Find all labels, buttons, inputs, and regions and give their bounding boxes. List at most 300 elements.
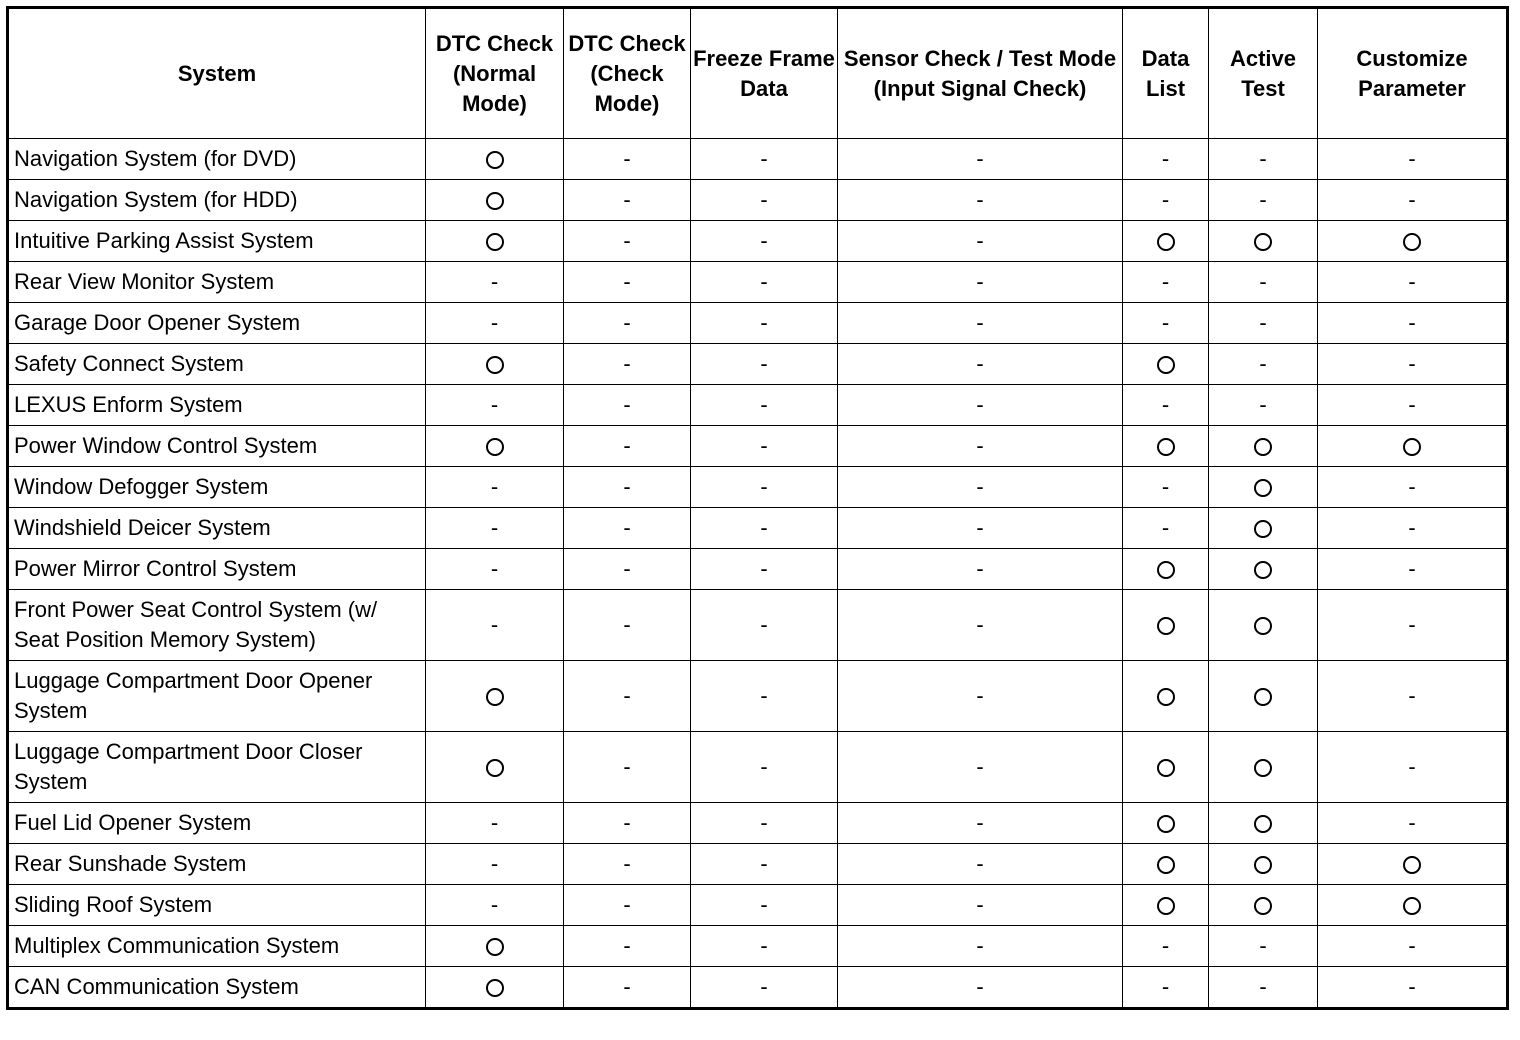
function-cell — [564, 139, 691, 180]
not-supported-dash: - — [490, 474, 499, 499]
function-cell — [691, 385, 838, 426]
function-cell — [1318, 732, 1508, 803]
not-supported-dash: - — [1161, 269, 1170, 294]
function-cell — [1123, 180, 1209, 221]
function-cell — [426, 303, 564, 344]
not-supported-dash: - — [623, 187, 631, 212]
not-supported-dash: - — [1408, 269, 1416, 294]
not-supported-dash: - — [623, 974, 631, 999]
header-data-list: Data List — [1123, 8, 1209, 139]
function-cell — [1123, 590, 1209, 661]
function-cell — [1123, 262, 1209, 303]
supported-circle-icon — [1157, 815, 1175, 833]
function-cell — [1209, 344, 1318, 385]
function-cell — [1123, 221, 1209, 262]
not-supported-dash: - — [976, 392, 984, 417]
system-name-cell: Garage Door Opener System — [8, 303, 426, 344]
function-cell — [838, 385, 1123, 426]
not-supported-dash: - — [623, 933, 631, 958]
table-row — [8, 180, 1508, 221]
table-row — [8, 262, 1508, 303]
function-cell — [1209, 844, 1318, 885]
system-name-cell: Power Window Control System — [8, 426, 426, 467]
not-supported-dash: - — [760, 474, 768, 499]
not-supported-dash: - — [760, 556, 768, 581]
supported-circle-icon — [486, 438, 504, 456]
function-cell — [426, 508, 564, 549]
not-supported-dash: - — [1161, 515, 1170, 540]
not-supported-dash: - — [976, 974, 984, 999]
function-cell — [1209, 661, 1318, 732]
system-name-cell: Navigation System (for HDD) — [8, 180, 426, 221]
not-supported-dash: - — [760, 851, 768, 876]
system-name-cell: Windshield Deicer System — [8, 508, 426, 549]
not-supported-dash: - — [976, 146, 984, 171]
not-supported-dash: - — [1259, 933, 1267, 958]
header-dtc-check-check-mode: DTC Check (Check Mode) — [564, 8, 691, 139]
not-supported-dash: - — [760, 754, 768, 779]
not-supported-dash: - — [1408, 515, 1416, 540]
not-supported-dash: - — [976, 228, 984, 253]
function-cell — [564, 661, 691, 732]
function-cell — [838, 926, 1123, 967]
not-supported-dash: - — [1408, 810, 1416, 835]
function-cell — [1209, 467, 1318, 508]
function-cell — [564, 549, 691, 590]
system-name-cell: Intuitive Parking Assist System — [8, 221, 426, 262]
function-cell — [1209, 262, 1318, 303]
header-row — [8, 8, 1508, 139]
table-row — [8, 508, 1508, 549]
not-supported-dash: - — [623, 433, 631, 458]
function-cell — [564, 467, 691, 508]
function-cell — [426, 344, 564, 385]
function-cell — [691, 661, 838, 732]
function-cell — [1123, 844, 1209, 885]
function-cell — [1123, 549, 1209, 590]
not-supported-dash: - — [490, 392, 499, 417]
function-cell — [1318, 590, 1508, 661]
not-supported-dash: - — [1161, 474, 1170, 499]
not-supported-dash: - — [1259, 146, 1267, 171]
not-supported-dash: - — [760, 351, 768, 376]
system-name-cell: Luggage Compartment Door Opener System — [8, 661, 426, 732]
not-supported-dash: - — [1408, 612, 1416, 637]
function-cell — [564, 967, 691, 1009]
function-cell — [1209, 732, 1318, 803]
table-row — [8, 844, 1508, 885]
function-cell — [564, 221, 691, 262]
function-cell — [1318, 426, 1508, 467]
not-supported-dash: - — [976, 269, 984, 294]
not-supported-dash: - — [623, 146, 631, 171]
function-cell — [564, 732, 691, 803]
supported-circle-icon — [1254, 617, 1272, 635]
not-supported-dash: - — [1259, 187, 1267, 212]
not-supported-dash: - — [1259, 392, 1267, 417]
function-cell — [426, 549, 564, 590]
function-cell — [691, 139, 838, 180]
function-cell — [838, 426, 1123, 467]
function-cell — [564, 803, 691, 844]
function-cell — [564, 844, 691, 885]
function-cell — [426, 262, 564, 303]
function-cell — [1123, 661, 1209, 732]
table-row — [8, 549, 1508, 590]
table-row — [8, 732, 1508, 803]
function-cell — [1123, 139, 1209, 180]
supported-circle-icon — [1157, 759, 1175, 777]
function-cell — [838, 885, 1123, 926]
not-supported-dash: - — [976, 754, 984, 779]
not-supported-dash: - — [623, 515, 631, 540]
function-cell — [426, 221, 564, 262]
not-supported-dash: - — [976, 810, 984, 835]
function-cell — [1318, 885, 1508, 926]
function-cell — [838, 549, 1123, 590]
supported-circle-icon — [1254, 520, 1272, 538]
not-supported-dash: - — [976, 187, 984, 212]
not-supported-dash: - — [623, 351, 631, 376]
function-cell — [426, 732, 564, 803]
not-supported-dash: - — [623, 810, 631, 835]
function-cell — [1318, 467, 1508, 508]
not-supported-dash: - — [976, 310, 984, 335]
function-cell — [426, 385, 564, 426]
supported-circle-icon — [486, 151, 504, 169]
function-cell — [426, 844, 564, 885]
function-cell — [1318, 967, 1508, 1009]
not-supported-dash: - — [760, 310, 768, 335]
not-supported-dash: - — [623, 754, 631, 779]
function-cell — [564, 426, 691, 467]
table-row — [8, 885, 1508, 926]
function-cell — [1123, 885, 1209, 926]
table-row — [8, 467, 1508, 508]
function-cell — [1209, 180, 1318, 221]
supported-circle-icon — [1157, 233, 1175, 251]
function-cell — [564, 385, 691, 426]
supported-circle-icon — [1254, 897, 1272, 915]
system-name-cell: LEXUS Enform System — [8, 385, 426, 426]
function-cell — [426, 885, 564, 926]
function-cell — [564, 262, 691, 303]
not-supported-dash: - — [1161, 974, 1170, 999]
function-cell — [1209, 139, 1318, 180]
system-name-cell: Front Power Seat Control System (w/ Seat Position Memory System) — [8, 590, 426, 661]
not-supported-dash: - — [623, 612, 631, 637]
table-row — [8, 590, 1508, 661]
not-supported-dash: - — [760, 187, 768, 212]
function-cell — [838, 508, 1123, 549]
not-supported-dash: - — [623, 474, 631, 499]
supported-circle-icon — [1254, 688, 1272, 706]
function-cell — [838, 467, 1123, 508]
not-supported-dash: - — [1408, 683, 1416, 708]
function-cell — [564, 926, 691, 967]
not-supported-dash: - — [1259, 310, 1267, 335]
function-cell — [426, 926, 564, 967]
supported-circle-icon — [486, 759, 504, 777]
supported-circle-icon — [1254, 759, 1272, 777]
function-cell — [426, 180, 564, 221]
function-cell — [691, 967, 838, 1009]
function-cell — [1318, 139, 1508, 180]
not-supported-dash: - — [623, 310, 631, 335]
function-cell — [838, 732, 1123, 803]
function-cell — [1123, 967, 1209, 1009]
function-cell — [1318, 303, 1508, 344]
function-cell — [1318, 549, 1508, 590]
function-cell — [426, 467, 564, 508]
system-name-cell: Navigation System (for DVD) — [8, 139, 426, 180]
supported-circle-icon — [1254, 815, 1272, 833]
system-name-cell: Window Defogger System — [8, 467, 426, 508]
not-supported-dash: - — [976, 892, 984, 917]
function-cell — [1318, 221, 1508, 262]
not-supported-dash: - — [1408, 754, 1416, 779]
function-cell — [691, 732, 838, 803]
table-row — [8, 803, 1508, 844]
table-row — [8, 303, 1508, 344]
function-cell — [1318, 844, 1508, 885]
not-supported-dash: - — [1408, 556, 1416, 581]
system-name-cell: Multiplex Communication System — [8, 926, 426, 967]
system-name-cell: Rear View Monitor System — [8, 262, 426, 303]
not-supported-dash: - — [1408, 351, 1416, 376]
function-cell — [1318, 180, 1508, 221]
not-supported-dash: - — [1161, 392, 1170, 417]
table-row — [8, 926, 1508, 967]
diagnostic-function-table — [6, 6, 1509, 1010]
table-row — [8, 661, 1508, 732]
function-cell — [426, 967, 564, 1009]
system-name-cell: Fuel Lid Opener System — [8, 803, 426, 844]
function-cell — [1123, 303, 1209, 344]
function-cell — [1123, 385, 1209, 426]
not-supported-dash: - — [1259, 269, 1267, 294]
function-cell — [1318, 262, 1508, 303]
function-cell — [691, 303, 838, 344]
header-system: System — [8, 8, 426, 139]
not-supported-dash: - — [976, 515, 984, 540]
supported-circle-icon — [1254, 479, 1272, 497]
not-supported-dash: - — [623, 392, 631, 417]
table-row — [8, 426, 1508, 467]
not-supported-dash: - — [976, 351, 984, 376]
not-supported-dash: - — [623, 892, 631, 917]
supported-circle-icon — [1403, 233, 1421, 251]
supported-circle-icon — [486, 233, 504, 251]
not-supported-dash: - — [1408, 974, 1416, 999]
not-supported-dash: - — [760, 433, 768, 458]
function-cell — [1209, 385, 1318, 426]
supported-circle-icon — [1157, 897, 1175, 915]
not-supported-dash: - — [490, 269, 499, 294]
supported-circle-icon — [1403, 897, 1421, 915]
function-cell — [1123, 467, 1209, 508]
function-cell — [838, 661, 1123, 732]
not-supported-dash: - — [760, 515, 768, 540]
not-supported-dash: - — [976, 556, 984, 581]
function-cell — [691, 926, 838, 967]
not-supported-dash: - — [490, 515, 499, 540]
supported-circle-icon — [1157, 856, 1175, 874]
table-row — [8, 221, 1508, 262]
supported-circle-icon — [1157, 356, 1175, 374]
function-cell — [426, 661, 564, 732]
function-cell — [426, 590, 564, 661]
not-supported-dash: - — [760, 612, 768, 637]
supported-circle-icon — [486, 192, 504, 210]
function-cell — [1123, 508, 1209, 549]
not-supported-dash: - — [490, 612, 499, 637]
function-cell — [838, 590, 1123, 661]
not-supported-dash: - — [623, 556, 631, 581]
system-name-cell: Luggage Compartment Door Closer System — [8, 732, 426, 803]
function-cell — [426, 426, 564, 467]
system-name-cell: Power Mirror Control System — [8, 549, 426, 590]
function-cell — [691, 590, 838, 661]
function-cell — [1318, 385, 1508, 426]
function-cell — [838, 344, 1123, 385]
system-name-cell: CAN Communication System — [8, 967, 426, 1009]
header-sensor-check-test-mode: Sensor Check / Test Mode (Input Signal Check) — [838, 8, 1123, 139]
function-cell — [1318, 926, 1508, 967]
system-name-cell: Sliding Roof System — [8, 885, 426, 926]
not-supported-dash: - — [1161, 146, 1170, 171]
function-cell — [691, 180, 838, 221]
function-cell — [564, 885, 691, 926]
function-cell — [838, 803, 1123, 844]
not-supported-dash: - — [760, 974, 768, 999]
function-cell — [691, 344, 838, 385]
not-supported-dash: - — [490, 892, 499, 917]
function-cell — [838, 967, 1123, 1009]
function-cell — [691, 262, 838, 303]
system-name-cell: Rear Sunshade System — [8, 844, 426, 885]
not-supported-dash: - — [976, 433, 984, 458]
not-supported-dash: - — [623, 269, 631, 294]
not-supported-dash: - — [623, 851, 631, 876]
function-cell — [1123, 926, 1209, 967]
not-supported-dash: - — [1408, 310, 1416, 335]
not-supported-dash: - — [760, 933, 768, 958]
function-cell — [1209, 926, 1318, 967]
supported-circle-icon — [1254, 438, 1272, 456]
function-cell — [1209, 885, 1318, 926]
not-supported-dash: - — [623, 228, 631, 253]
function-cell — [1318, 661, 1508, 732]
not-supported-dash: - — [760, 146, 768, 171]
function-cell — [1209, 303, 1318, 344]
supported-circle-icon — [486, 938, 504, 956]
not-supported-dash: - — [760, 228, 768, 253]
supported-circle-icon — [486, 688, 504, 706]
not-supported-dash: - — [490, 851, 499, 876]
supported-circle-icon — [1157, 617, 1175, 635]
supported-circle-icon — [1403, 856, 1421, 874]
header-active-test: Active Test — [1209, 8, 1318, 139]
not-supported-dash: - — [760, 810, 768, 835]
function-cell — [1318, 344, 1508, 385]
header-dtc-check-normal-mode: DTC Check (Normal Mode) — [426, 8, 564, 139]
table-row — [8, 344, 1508, 385]
function-cell — [564, 344, 691, 385]
function-cell — [426, 139, 564, 180]
header-freeze-frame-data: Freeze Frame Data — [691, 8, 838, 139]
function-cell — [1209, 967, 1318, 1009]
not-supported-dash: - — [1259, 351, 1267, 376]
function-cell — [838, 844, 1123, 885]
supported-circle-icon — [1403, 438, 1421, 456]
not-supported-dash: - — [1408, 187, 1416, 212]
supported-circle-icon — [1157, 438, 1175, 456]
system-name-cell: Safety Connect System — [8, 344, 426, 385]
not-supported-dash: - — [760, 892, 768, 917]
not-supported-dash: - — [490, 556, 499, 581]
not-supported-dash: - — [976, 933, 984, 958]
function-cell — [838, 139, 1123, 180]
function-cell — [838, 303, 1123, 344]
function-cell — [838, 221, 1123, 262]
not-supported-dash: - — [1161, 933, 1170, 958]
table-row — [8, 967, 1508, 1009]
function-cell — [838, 262, 1123, 303]
function-cell — [838, 180, 1123, 221]
function-cell — [691, 549, 838, 590]
not-supported-dash: - — [976, 683, 984, 708]
function-cell — [1209, 426, 1318, 467]
function-cell — [1123, 732, 1209, 803]
header-customize-parameter: Customize Parameter — [1318, 8, 1508, 139]
supported-circle-icon — [1254, 856, 1272, 874]
not-supported-dash: - — [760, 683, 768, 708]
function-cell — [1123, 426, 1209, 467]
not-supported-dash: - — [1408, 933, 1416, 958]
supported-circle-icon — [1254, 561, 1272, 579]
function-cell — [1209, 508, 1318, 549]
function-cell — [1318, 508, 1508, 549]
not-supported-dash: - — [490, 310, 499, 335]
function-cell — [1318, 803, 1508, 844]
function-cell — [564, 508, 691, 549]
function-cell — [1123, 344, 1209, 385]
supported-circle-icon — [1254, 233, 1272, 251]
function-cell — [1209, 803, 1318, 844]
function-cell — [564, 180, 691, 221]
function-cell — [691, 508, 838, 549]
not-supported-dash: - — [760, 269, 768, 294]
table-body — [8, 139, 1508, 1009]
not-supported-dash: - — [760, 392, 768, 417]
not-supported-dash: - — [1259, 974, 1267, 999]
function-cell — [691, 467, 838, 508]
not-supported-dash: - — [623, 683, 631, 708]
function-cell — [691, 426, 838, 467]
supported-circle-icon — [486, 979, 504, 997]
not-supported-dash: - — [976, 851, 984, 876]
function-cell — [1209, 590, 1318, 661]
function-cell — [426, 803, 564, 844]
supported-circle-icon — [1157, 561, 1175, 579]
not-supported-dash: - — [1408, 474, 1416, 499]
function-cell — [1209, 549, 1318, 590]
not-supported-dash: - — [976, 474, 984, 499]
not-supported-dash: - — [1161, 310, 1170, 335]
not-supported-dash: - — [490, 810, 499, 835]
table-row — [8, 139, 1508, 180]
